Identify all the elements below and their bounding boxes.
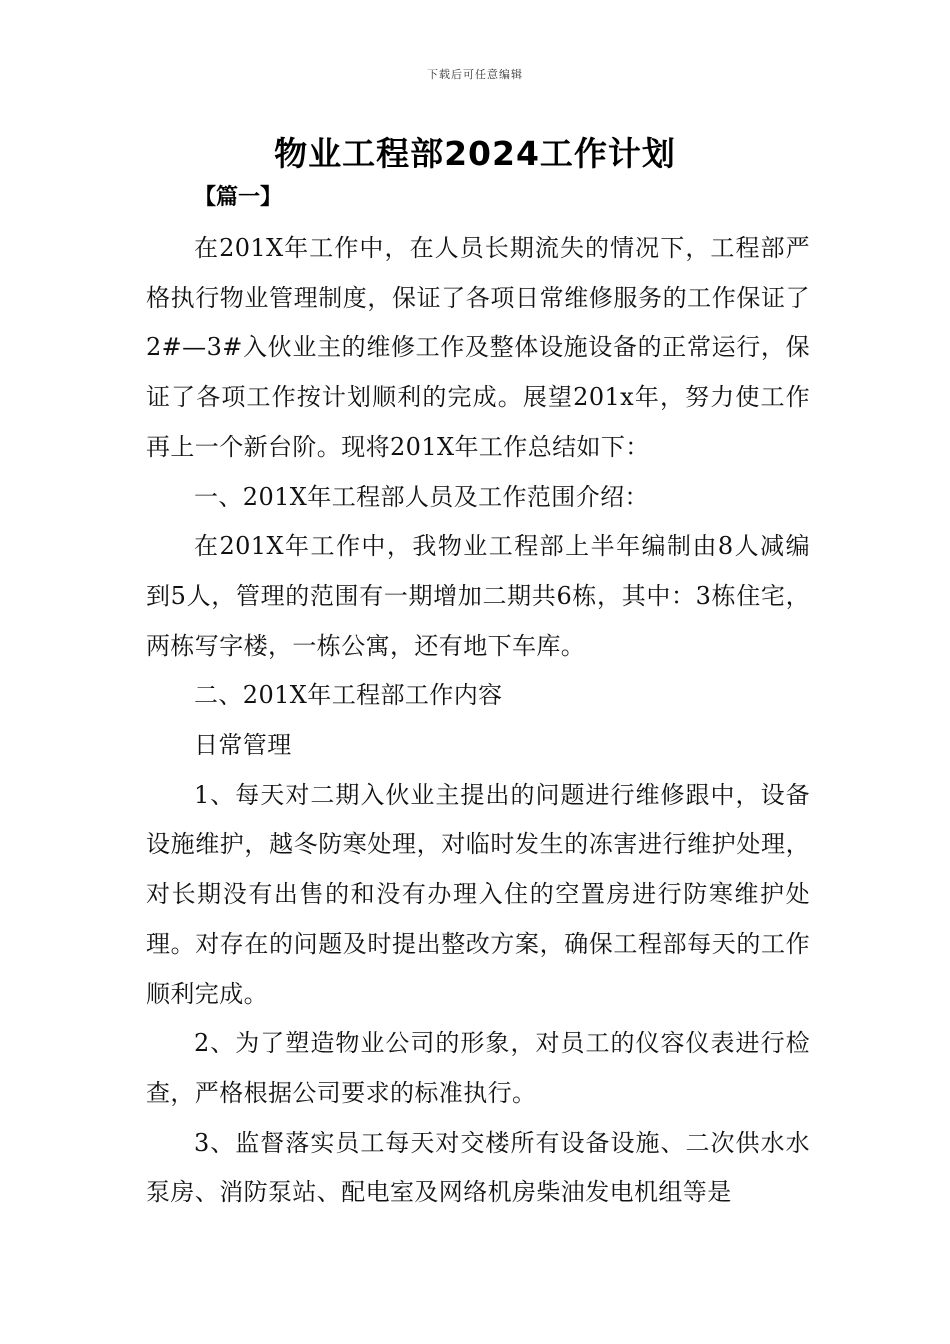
paragraph-staff-scope: 在201X年工作中，我物业工程部上半年编制由8人减编到5人，管理的范围有一期增加二期共6栋，其中：3栋住宅，两栋写字楼，一栋公寓，还有地下车库。: [146, 532, 810, 660]
document-body: [146, 224, 810, 1218]
paragraph-item-1: 1、每天对二期入伙业主提出的问题进行维修跟中，设备设施维护，越冬防寒处理，对临时发生的冻害进行维护处理，对长期没有出售的和没有办理入住的空置房进行防寒维护处理。对存在的问题及时提出整改方案，确保工程部每天的工作顺利完成。: [146, 780, 810, 1008]
paragraph-intro: 在201X年工作中，在人员长期流失的情况下，工程部严格执行物业管理制度，保证了各项日常维修服务的工作保证了2#—3#入伙业主的维修工作及整体设施设备的正常运行，保证了各项工作按计划顺利的完成。展望201x年，努力使工作再上一个新台阶。现将201X年工作总结如下：: [146, 234, 810, 461]
section-label: 【篇一】: [194, 185, 283, 210]
document-title: 物业工程部2024工作计划: [274, 134, 676, 173]
heading-staff-scope: 一、201X年工程部人员及工作范围介绍：: [194, 482, 649, 511]
paragraph-item-3: 3、监督落实员工每天对交楼所有设备设施、二次供水水泵房、消防泵站、配电室及网络机房柴油发电机组等是: [146, 1128, 810, 1207]
heading-daily-management: 日常管理: [194, 731, 292, 760]
header-note: 下载后可任意编辑: [427, 68, 523, 81]
paragraph-item-2: 2、为了塑造物业公司的形象，对员工的仪容仪表进行检查，严格根据公司要求的标准执行。: [146, 1029, 810, 1107]
heading-work-content: 二、201X年工程部工作内容: [194, 681, 503, 710]
